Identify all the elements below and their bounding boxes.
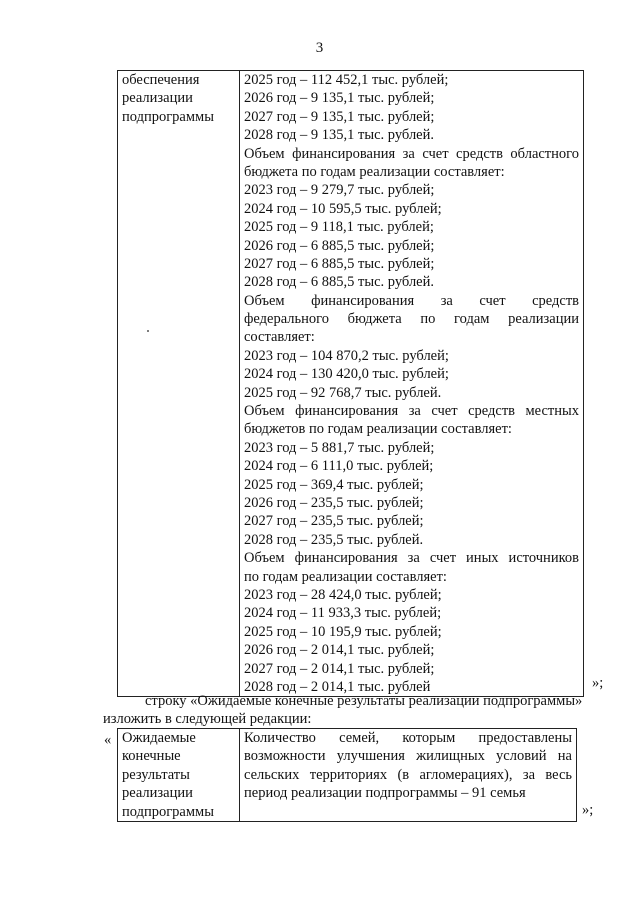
value-line: 2026 год – 6 885,5 тыс. рублей; xyxy=(244,237,435,254)
amendment-paragraph-line: изложить в следующей редакции: xyxy=(103,711,312,727)
closing-quote-mark: »; xyxy=(582,802,594,818)
value-line: федерального бюджета по годам реализации xyxy=(244,311,579,328)
value-line: 2025 год – 369,4 тыс. рублей; xyxy=(244,476,424,493)
value-line: 2023 год – 9 279,7 тыс. рублей; xyxy=(244,182,435,199)
value-line: 2026 год – 2 014,1 тыс. рублей; xyxy=(244,642,435,659)
table-row xyxy=(118,729,577,822)
value-line: сельских территориях (в агломерациях), за весь xyxy=(244,766,572,783)
opening-quote-mark: « xyxy=(104,732,112,748)
value-line: 2025 год – 10 195,9 тыс. рублей; xyxy=(244,623,442,640)
row-label-line: обеспечения xyxy=(122,72,200,88)
value-line: по годам реализации составляет: xyxy=(244,568,447,585)
value-line: 2028 год – 9 135,1 тыс. рублей. xyxy=(244,127,435,144)
value-line: 2024 год – 6 111,0 тыс. рублей; xyxy=(244,458,434,475)
row-label-cell xyxy=(118,71,240,697)
value-line: Объем финансирования за счет иных источников xyxy=(244,550,579,567)
value-line: 2026 год – 235,5 тыс. рублей; xyxy=(244,494,424,511)
value-line: 2027 год – 2 014,1 тыс. рублей; xyxy=(244,660,435,677)
value-line: Количество семей, которым предоставлены xyxy=(244,730,572,746)
value-line: составляет: xyxy=(244,329,315,346)
value-line: возможности улучшения жилищных условий на xyxy=(244,748,572,765)
row-label-cell xyxy=(118,729,240,822)
amendment-paragraph-line: строку «Ожидаемые конечные результаты реализации подпрограммы» xyxy=(145,693,583,709)
value-line: 2024 год – 10 595,5 тыс. рублей; xyxy=(244,200,442,217)
row-label-line: Ожидаемые xyxy=(122,730,196,746)
value-line: 2024 год – 130 420,0 тыс. рублей; xyxy=(244,366,449,383)
value-line: 2025 год – 92 768,7 тыс. рублей. xyxy=(244,384,442,401)
value-line: бюджетов по годам реализации составляет: xyxy=(244,421,512,438)
value-line: 2024 год – 11 933,3 тыс. рублей; xyxy=(244,605,442,622)
row-label-line: подпрограммы xyxy=(122,803,214,820)
value-line: период реализации подпрограммы – 91 семья xyxy=(244,785,526,802)
row-label-line: результаты xyxy=(122,766,190,783)
row-label-line: реализации xyxy=(122,785,193,802)
row-label-line: подпрограммы xyxy=(122,108,214,125)
value-line: Объем финансирования за счет средств местных xyxy=(244,403,579,420)
financing-table xyxy=(117,70,584,697)
value-line: Объем финансирования за счет средств областного xyxy=(244,145,579,162)
value-line: Объем финансирования за счет средств xyxy=(244,292,579,309)
value-line: 2023 год – 5 881,7 тыс. рублей; xyxy=(244,439,435,456)
value-line: 2028 год – 235,5 тыс. рублей. xyxy=(244,531,424,548)
row-value-cell xyxy=(240,729,577,822)
value-line: 2027 год – 235,5 тыс. рублей; xyxy=(244,513,424,530)
value-line: 2023 год – 28 424,0 тыс. рублей; xyxy=(244,586,442,603)
closing-quote-mark: »; xyxy=(592,675,604,691)
row-label-line: конечные xyxy=(122,748,181,765)
value-line: 2028 год – 6 885,5 тыс. рублей. xyxy=(244,274,435,291)
value-line: 2027 год – 6 885,5 тыс. рублей; xyxy=(244,255,435,272)
page-number: 3 xyxy=(315,40,324,56)
value-line: 2025 год – 9 118,1 тыс. рублей; xyxy=(244,219,434,236)
row-value-cell xyxy=(240,71,584,697)
value-line: 2027 год – 9 135,1 тыс. рублей; xyxy=(244,108,435,125)
value-line: 2023 год – 104 870,2 тыс. рублей; xyxy=(244,347,449,364)
value-line: бюджета по годам реализации составляет: xyxy=(244,163,505,180)
expected-results-table xyxy=(117,728,577,822)
row-label-line: реализации xyxy=(122,90,193,107)
value-line: 2026 год – 9 135,1 тыс. рублей; xyxy=(244,90,435,107)
table-row xyxy=(118,71,584,697)
value-line: 2025 год – 112 452,1 тыс. рублей; xyxy=(244,72,449,88)
value-line: 2028 год – 2 014,1 тыс. рублей xyxy=(244,678,431,695)
